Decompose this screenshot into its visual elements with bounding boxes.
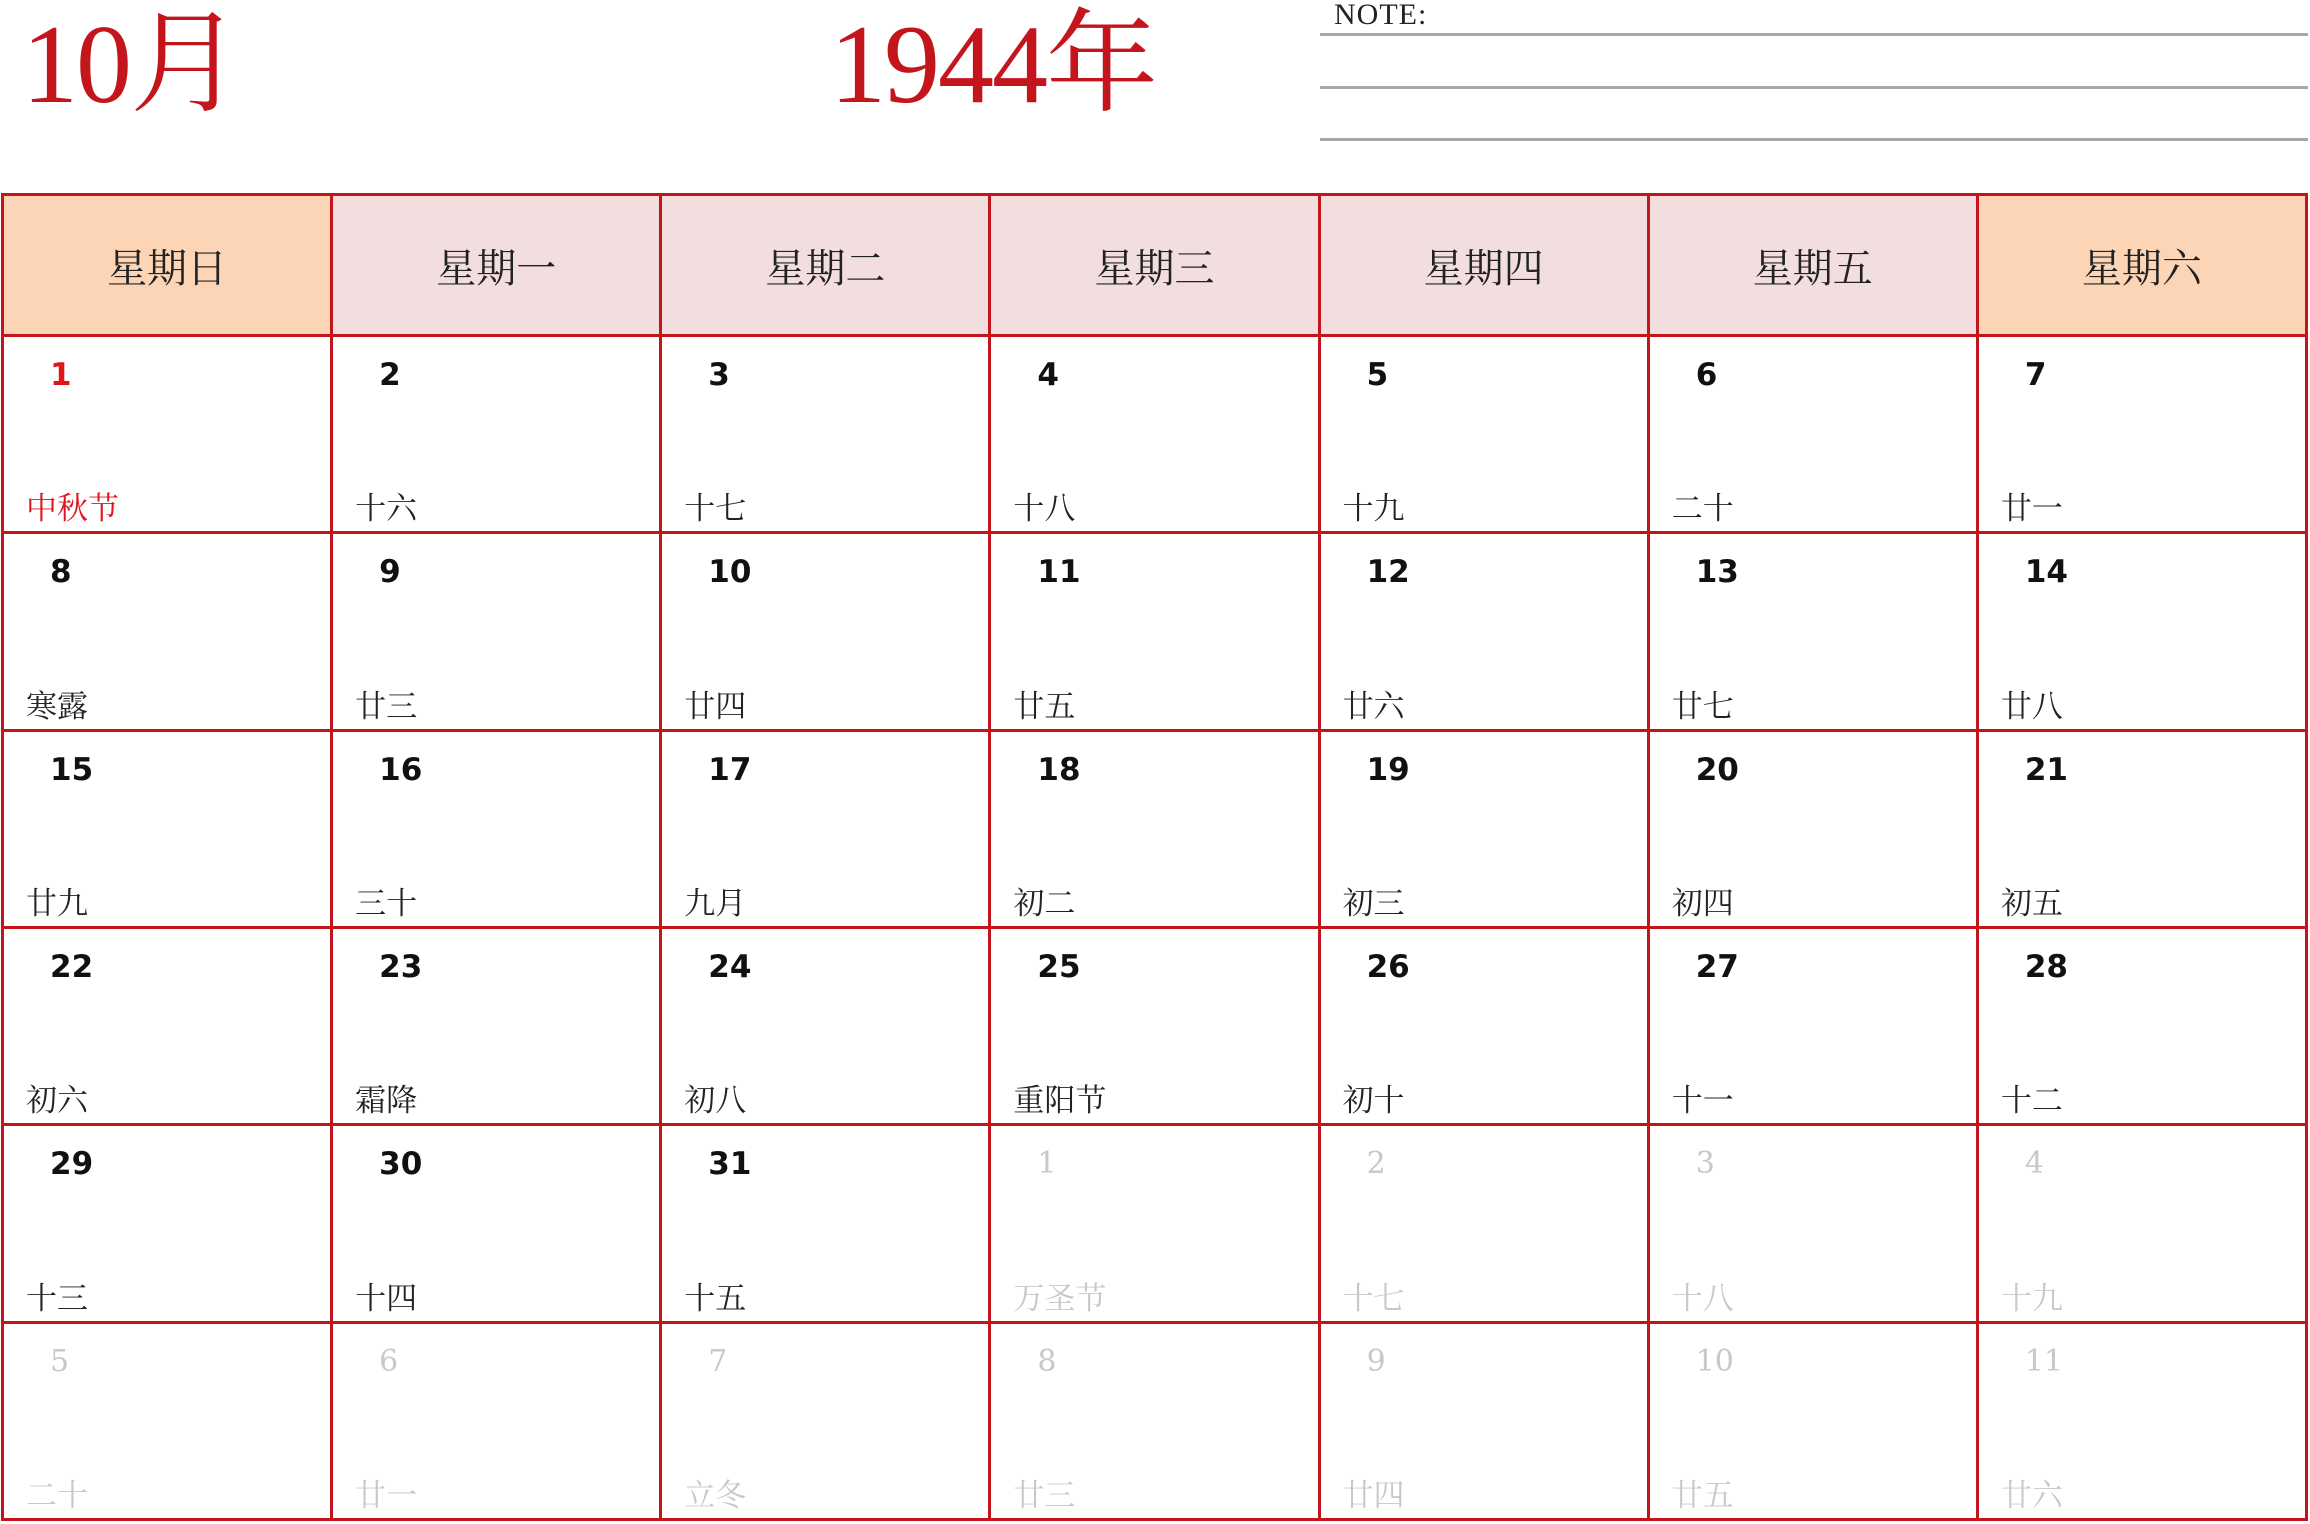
day-cell[interactable] [1977, 1125, 2306, 1322]
note-line[interactable] [1320, 138, 2308, 141]
day-cell[interactable] [332, 336, 661, 533]
note-line[interactable] [1320, 33, 2308, 36]
lunar-date: 三十 [355, 885, 418, 922]
lunar-date: 十一 [1671, 1083, 1734, 1120]
weekday-header: 星期二 [661, 195, 990, 336]
lunar-date: 十六 [355, 491, 418, 528]
day-cell[interactable] [332, 730, 661, 927]
lunar-date: 十三 [26, 1280, 88, 1317]
day-cell[interactable] [1648, 927, 1977, 1124]
lunar-date: 十九 [1342, 491, 1405, 528]
lunar-date: 立冬 [684, 1478, 747, 1514]
lunar-date: 十二 [2000, 1083, 2063, 1120]
day-number: 4 [2024, 1146, 2044, 1182]
day-number: 8 [1037, 1343, 1057, 1379]
lunar-date: 廿五 [1013, 688, 1076, 725]
lunar-date: 初三 [1342, 885, 1405, 922]
day-cell[interactable] [3, 927, 332, 1124]
day-number: 28 [2024, 948, 2068, 985]
day-cell[interactable] [661, 1322, 990, 1519]
week-row [3, 336, 2307, 533]
weekday-header: 星期四 [1319, 195, 1648, 336]
day-cell[interactable] [1977, 336, 2306, 533]
day-cell[interactable] [1319, 1322, 1648, 1519]
day-cell[interactable] [3, 1322, 332, 1519]
day-number: 26 [1366, 948, 1410, 985]
day-cell[interactable] [661, 336, 990, 533]
weekday-header: 星期五 [1648, 195, 1977, 336]
day-cell[interactable] [990, 927, 1319, 1124]
day-cell[interactable] [332, 927, 661, 1124]
weekday-header: 星期三 [990, 195, 1319, 336]
lunar-date: 十九 [2000, 1280, 2063, 1317]
day-cell[interactable] [3, 533, 332, 730]
day-number: 5 [1366, 357, 1389, 393]
day-cell[interactable] [332, 1322, 661, 1519]
day-cell[interactable] [1648, 1125, 1977, 1322]
note-line[interactable] [1320, 86, 2308, 89]
lunar-date: 廿三 [1013, 1478, 1076, 1514]
day-cell[interactable] [661, 533, 990, 730]
lunar-date: 霜降 [355, 1083, 418, 1120]
day-number: 30 [379, 1146, 423, 1183]
lunar-date: 十七 [1342, 1280, 1405, 1317]
day-cell[interactable] [1648, 730, 1977, 927]
lunar-date: 初八 [684, 1083, 747, 1120]
day-number: 7 [2024, 357, 2047, 393]
weekday-header-row [3, 195, 2307, 336]
day-number: 6 [1695, 357, 1718, 393]
day-cell[interactable] [1319, 730, 1648, 927]
lunar-date: 初四 [1671, 885, 1734, 922]
day-number: 4 [1037, 357, 1059, 393]
day-number: 25 [1037, 948, 1081, 985]
day-number: 1 [50, 357, 72, 393]
lunar-date: 廿三 [355, 688, 418, 725]
day-number: 20 [1695, 751, 1739, 788]
day-cell[interactable] [990, 1125, 1319, 1322]
day-number: 15 [50, 751, 94, 788]
lunar-date: 廿八 [2000, 688, 2063, 725]
weekday-header: 星期日 [3, 195, 332, 336]
week-row [3, 533, 2307, 730]
week-row [3, 1125, 2307, 1322]
day-cell[interactable] [1319, 1125, 1648, 1322]
lunar-date: 廿一 [2000, 491, 2063, 528]
day-number: 17 [708, 751, 752, 788]
day-number: 14 [2024, 554, 2068, 591]
lunar-date: 十五 [684, 1280, 747, 1317]
lunar-date: 初六 [26, 1083, 88, 1120]
weekday-header: 星期一 [332, 195, 661, 336]
weekday-header: 星期六 [1977, 195, 2306, 336]
lunar-date: 廿九 [26, 885, 88, 922]
lunar-date: 中秋节 [26, 491, 119, 528]
day-cell[interactable] [1977, 730, 2306, 927]
lunar-date: 十四 [355, 1280, 418, 1317]
day-number: 9 [1366, 1343, 1386, 1379]
day-cell[interactable] [1648, 533, 1977, 730]
day-number: 10 [708, 554, 752, 591]
day-number: 16 [379, 751, 423, 788]
day-cell[interactable] [1977, 1322, 2306, 1519]
day-number: 2 [1366, 1146, 1386, 1182]
lunar-date: 十八 [1013, 491, 1076, 528]
lunar-date: 重阳节 [1013, 1083, 1107, 1120]
day-cell[interactable] [990, 1322, 1319, 1519]
lunar-date: 廿六 [2000, 1478, 2063, 1514]
lunar-date: 廿六 [1342, 688, 1405, 725]
day-number: 23 [379, 948, 423, 985]
day-number: 31 [708, 1146, 752, 1183]
day-cell[interactable] [3, 336, 332, 533]
day-number: 11 [1037, 554, 1081, 591]
day-number: 18 [1037, 751, 1081, 788]
calendar-body [3, 336, 2307, 1520]
day-cell[interactable] [1648, 336, 1977, 533]
day-number: 10 [1695, 1343, 1734, 1379]
day-number: 5 [50, 1343, 70, 1379]
day-number: 12 [1366, 554, 1410, 591]
day-cell[interactable] [990, 533, 1319, 730]
day-cell[interactable] [1319, 336, 1648, 533]
month-title: 10月 [22, 3, 240, 127]
day-number: 6 [379, 1343, 399, 1379]
day-number: 27 [1695, 948, 1739, 985]
week-row [3, 730, 2307, 927]
day-number: 3 [708, 357, 730, 393]
lunar-date: 廿五 [1671, 1478, 1734, 1514]
day-cell[interactable] [990, 336, 1319, 533]
lunar-date: 廿四 [684, 688, 747, 725]
day-number: 3 [1695, 1146, 1715, 1182]
day-number: 21 [2024, 751, 2068, 788]
day-cell[interactable] [3, 1125, 332, 1322]
day-number: 9 [379, 554, 401, 591]
day-cell[interactable] [1319, 927, 1648, 1124]
lunar-date: 廿七 [1671, 688, 1734, 725]
lunar-date: 万圣节 [1013, 1280, 1107, 1317]
day-number: 7 [708, 1343, 728, 1379]
lunar-date: 廿四 [1342, 1478, 1405, 1514]
day-cell[interactable] [332, 533, 661, 730]
day-number: 24 [708, 948, 752, 985]
year-title: 1944年 [830, 3, 1156, 127]
day-number: 2 [379, 357, 401, 393]
lunar-date: 二十 [26, 1478, 88, 1514]
lunar-date: 十八 [1671, 1280, 1734, 1317]
lunar-date: 十七 [684, 491, 747, 528]
day-number: 19 [1366, 751, 1410, 788]
lunar-date: 初五 [2000, 885, 2063, 922]
day-cell[interactable] [332, 1125, 661, 1322]
calendar-grid [1, 193, 2308, 1521]
lunar-date: 初十 [1342, 1083, 1405, 1120]
day-number: 11 [2024, 1343, 2064, 1379]
day-cell[interactable] [1648, 1322, 1977, 1519]
lunar-date: 二十 [1671, 491, 1734, 528]
day-cell[interactable] [1319, 533, 1648, 730]
day-cell[interactable] [1977, 533, 2306, 730]
note-label: NOTE: [1334, 0, 1428, 31]
lunar-date: 九月 [684, 885, 747, 922]
day-cell[interactable] [661, 730, 990, 927]
lunar-date: 寒露 [26, 688, 88, 725]
lunar-date: 廿一 [355, 1478, 418, 1514]
lunar-date: 初二 [1013, 885, 1076, 922]
day-number: 1 [1037, 1146, 1057, 1182]
day-cell[interactable] [661, 1125, 990, 1322]
day-cell[interactable] [661, 927, 990, 1124]
day-cell[interactable] [1977, 927, 2306, 1124]
day-number: 8 [50, 554, 72, 591]
day-number: 13 [1695, 554, 1739, 591]
day-cell[interactable] [3, 730, 332, 927]
day-number: 29 [50, 1146, 94, 1183]
week-row [3, 927, 2307, 1124]
day-cell[interactable] [990, 730, 1319, 927]
day-number: 22 [50, 948, 94, 985]
week-row [3, 1322, 2307, 1519]
